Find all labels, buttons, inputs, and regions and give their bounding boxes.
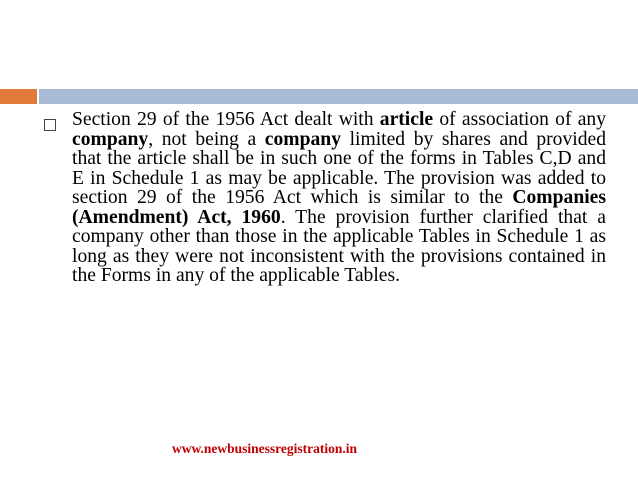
paragraph-segment: of association of any [433,109,607,130]
accent-bar-blue [39,89,638,104]
footer [172,440,422,458]
bullet-paragraph [72,110,606,286]
paragraph-segment-bold: article [379,109,434,130]
bullet-item [44,110,606,286]
paragraph-segment: , not being a [148,128,265,150]
square-bullet-icon [44,119,56,131]
accent-bar-orange [0,89,37,104]
paragraph-segment: Section 29 of the 1956 Act dealt with [72,109,380,130]
paragraph-segment: limited by shares and provided that the article shall be in such one of the forms in Tables C,D and E in Schedule 1 as may be applicable. The provision was added to section 29 of the 1956 Act which is similar to the [72,128,606,208]
website-link[interactable]: www.newbusinessregistration.in [172,441,358,456]
slide-content [44,110,606,286]
paragraph-segment: . The provision further clarified that a company other than those in the applicable Tables in Schedule 1 as long as they were not inconsistent with the provisions contained in the Forms in any of the applicable Tables. [72,206,606,286]
paragraph-segment-bold: company [72,128,149,150]
paragraph-segment-bold: Companies (Amendment) Act, 1960 [72,187,606,228]
paragraph-segment-bold: company [264,128,341,150]
